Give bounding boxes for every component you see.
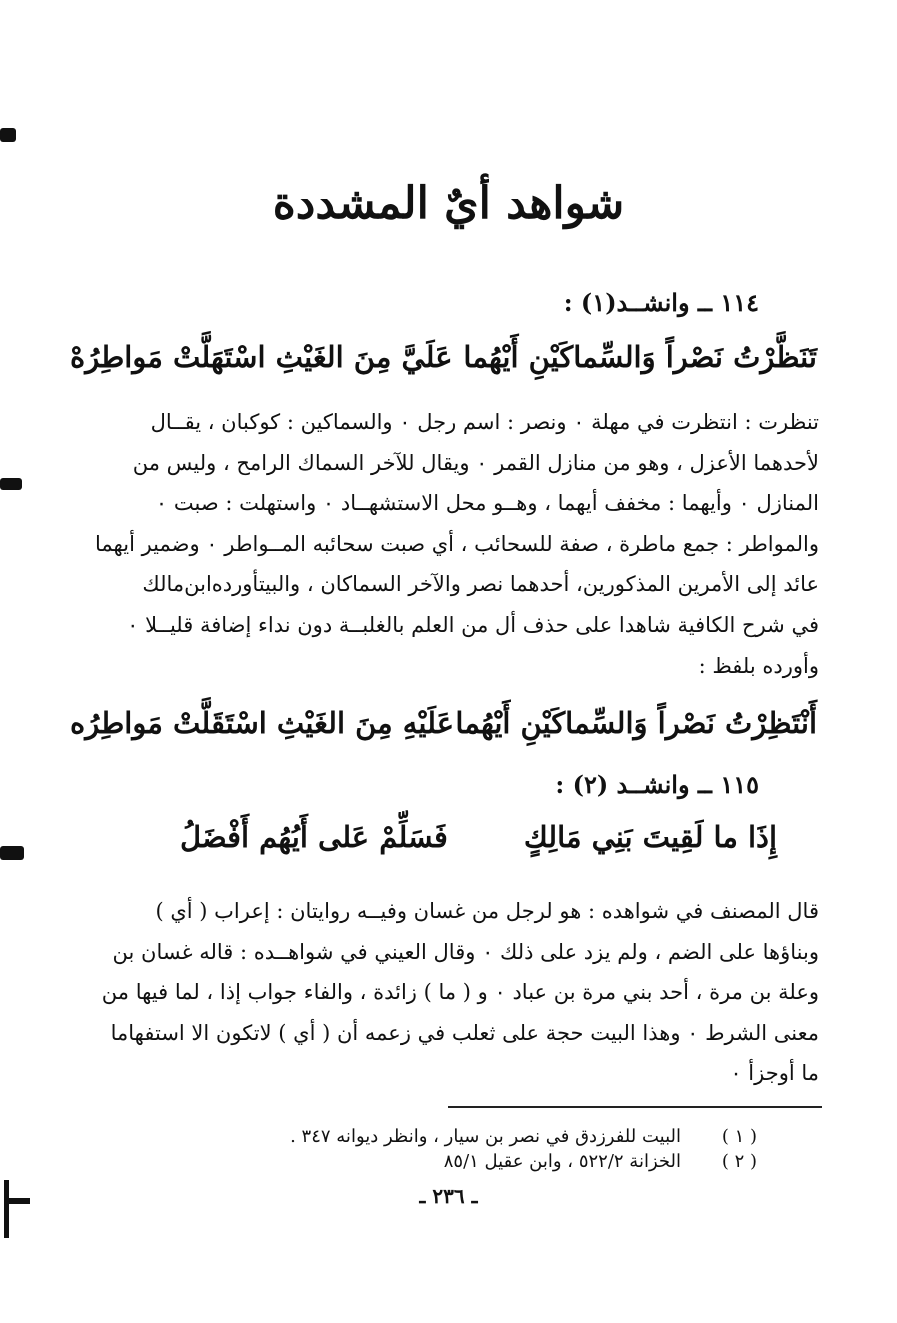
commentary-line: المنازل ٠ وأيهما : مخفف أيهما ، وهــو محل الاستشهــاد ٠ واستهلت : صبت ٠ <box>155 491 819 516</box>
commentary-line: ما أوجزأ ٠ <box>730 1061 819 1086</box>
verse-first-hemistich: إِذَا ما لَقِيتَ بَنِي مَالِكٍ <box>523 820 777 854</box>
binding-mark <box>4 1198 30 1204</box>
binding-mark <box>0 846 24 860</box>
binding-mark <box>4 1180 9 1238</box>
binding-mark <box>0 478 22 490</box>
commentary-line: وبناؤها على الضم ، ولم يزد على ذلك ٠ وقال العيني في شواهــده : قاله غسان بن <box>112 939 819 964</box>
footnote-text: الخزانة ٥٢٢/٢ ، وابن عقيل ٨٥/١ <box>443 1151 681 1172</box>
binding-mark <box>0 128 16 142</box>
section-heading-114: ١١٤ ــ وانشــد(١) : <box>563 288 759 317</box>
commentary-line: قال المصنف في شواهده : هو لرجل من غسان وفيــه روايتان : إعراب ( أي ) <box>155 899 819 923</box>
verse-second-hemistich: عَلَيَّ مِنَ الغَيْثِ اسْتَهَلَّتْ مَواطِرُهْ <box>70 340 453 374</box>
verse-114-variant <box>70 706 817 756</box>
footnote-divider <box>448 1106 822 1108</box>
section-heading-115: ١١٥ ــ وانشــد (٢) : <box>555 770 759 799</box>
commentary-line: وعلة بن مرة ، أحد بني مرة بن عباد ٠ و ( ما ) زائدة ، والفاء جواب إذا ، لما فيها من <box>101 980 819 1005</box>
verse-second-hemistich: فَسَلِّمْ عَلى أَيُهُم أَفْضَلُ <box>180 820 448 854</box>
footnote-number: ( ١ ) <box>721 1126 757 1147</box>
commentary-line: معنى الشرط ٠ وهذا البيت حجة على ثعلب في زعمه أن ( أي ) لاتكون الا استفهاما <box>110 1020 819 1045</box>
page-number: ـ ٢٣٦ ـ <box>419 1184 478 1208</box>
commentary-line: وأورده بلفظ : <box>698 653 819 678</box>
commentary-line: عائد إلى الأمرين المذكورين، أحدهما نصر والآخر السماكان ، والبيتأورده‌ابن‌مالك <box>142 572 819 597</box>
verse-115 <box>180 820 777 870</box>
commentary-115 <box>70 891 819 1094</box>
verse-first-hemistich: أَنْتَظِرْتُ نَصْراً وَالسِّماكَيْنِ أَيْهُما <box>455 706 817 740</box>
commentary-line: لأحدهما الأعزل ، وهو من منازل القمر ٠ ويقال للآخر السماك الرامح ، وليس من <box>132 450 819 475</box>
commentary-114 <box>70 402 819 686</box>
footnote-text: البيت للفرزدق في نصر بن سيار ، وانظر ديوانه ٣٤٧ . <box>290 1126 681 1147</box>
footnote-2 <box>117 1151 757 1175</box>
footnote-1 <box>117 1126 757 1150</box>
footnote-number: ( ٢ ) <box>721 1151 757 1172</box>
verse-first-hemistich: تَنَظَّرْتُ نَصْراً وَالسِّماكَيْنِ أَيْهُما <box>463 340 817 374</box>
commentary-line: والمواطر : جمع ماطرة ، صفة للسحائب ، أي صبت سحائبه المــواطر ٠ وضمير أيهما <box>95 531 819 556</box>
verse-second-hemistich: عَلَيْهِ مِنَ الغَيْثِ اسْتَقَلَّتْ مَواطِرُه <box>70 706 455 740</box>
commentary-line: في شرح الكافية شاهدا على حذف أل من العلم بالغلبــة دون نداء إضافة قليــلا ٠ <box>127 612 819 637</box>
page-title: شواهد أيٌ المشددة <box>272 178 625 229</box>
commentary-line: تنظرت : انتظرت في مهلة ٠ ونصر : اسم رجل ٠ والسماكين : كوكبان ، يقــال <box>150 410 819 434</box>
verse-114-original <box>70 340 817 390</box>
